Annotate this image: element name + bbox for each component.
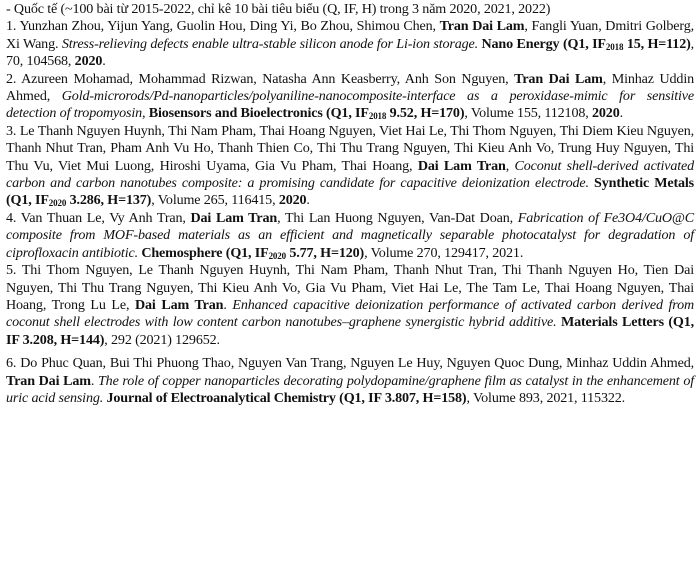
reference-item-3: 3. Le Thanh Nguyen Huynh, Thi Nam Pham, Thai Hoang Nguyen, Viet Hai Le, Thi Thom Nguyen, Thi Diem Kieu Nguyen, Thanh Nhut Tran, Pham Anh Vu Ho, Thanh Thien Co, Thi Thu Trang Nguyen, Thi Kieu Anh Vo, Trung Huy Nguyen, Thi Thu Vu, Viet Mui Luong, Hiroshi Uyama, Gia Vu Pham, Thai Hoang, Dai Lam Tran, Coconut shell-derived activated carbon and carbon nanotubes composite: a promising candidate for capacitive deionization electrode. Synthetic Metals (Q1, $IF_{2020}$ 3.286, H=137), Volume 265, 116415, 2020.: [6, 122, 695, 209]
ref-authors-rest: .: [223, 296, 233, 313]
ref-authors: Van Thuan Le, Vy Anh Tran,: [20, 209, 191, 226]
ref-tail: , Volume 155, 112108,: [464, 105, 592, 122]
ref-tail: , 70, 104568,: [6, 35, 695, 70]
ref-authors: Le Thanh Nguyen Huynh, Thi Nam Pham, Thai Hoang Nguyen, Viet Hai Le, Thi Thom Nguyen, Thi Diem Kieu Nguyen, Thanh Nhut Tran, Pham Anh Vu Ho, Thanh Thien Co, Thi Thu Trang Nguyen, Thi Kieu Anh Vo, Trung Huy Nguyen, Thi Thu Vu, Viet Mui Luong, Hiroshi Uyama, Gia Vu Pham, Thai Hoang,: [6, 122, 694, 174]
ref-title: Fabrication of Fe3O4/CuO@C composite from MOF-based materials as an efficient and magnetically separable photocatalyst for degradation of ciprofloxacin antibiotic.: [6, 209, 694, 261]
ref-author-highlight: Tran Dai Lam: [514, 70, 603, 87]
ref-number: 6.: [6, 355, 17, 372]
ref-title: The role of copper nanoparticles decorating polydopamine/graphene film as catalyst in the enhancement of uric acid sensing.: [6, 372, 694, 406]
ref-year: 2020: [592, 105, 620, 122]
reference-item-5: [6, 262, 694, 349]
ref-journal: Synthetic Metals (Q1, $IF_{2020}$ 3.286, H=137): [6, 175, 695, 209]
ref-authors-rest: ,: [505, 157, 515, 174]
ref-authors: Yunzhan Zhou, Yijun Yang, Guolin Hou, Ding Yi, Bo Zhou, Shimou Chen,: [19, 18, 440, 35]
ref-tail: , Volume 270, 129417, 2021.: [364, 244, 524, 261]
reference-item-2: 2. Azureen Mohamad, Mohammad Rizwan, Natasha Ann Keasberry, Anh Son Nguyen, Tran Dai Lam, Minhaz Uddin Ahmed, Gold-microrods/Pd-nanoparticles/polyaniline-nanocomposite-interface as a peroxidase-mimic for sensitive detection of tropomyosin, Biosensors and Bioelectronics (Q1, $IF_{2018}$ 9.52, H=170), Volume 155, 112108, 2020.: [6, 70, 694, 122]
ref-year: 2020: [278, 192, 307, 209]
reference-item-1: 1. Yunzhan Zhou, Yijun Yang, Guolin Hou, Ding Yi, Bo Zhou, Shimou Chen, Tran Dai Lam, Fangli Yuan, Dmitri Golberg, Xi Wang. Stress-relieving defects enable ultra-stable silicon anode for Li-ion storage. Nano Energy (Q1, $IF_{2018}$ 15, H=112), 70, 104568, 2020.: [6, 18, 695, 70]
ref-year: 2020: [74, 53, 103, 70]
ref-number: 4.: [6, 209, 17, 226]
ref-tail: , Volume 265, 116415,: [151, 192, 279, 209]
ref-authors-rest: , Thi Lan Huong Nguyen, Van-Dat Doan,: [277, 209, 518, 226]
ref-number: 3.: [6, 122, 17, 139]
ref-number: 5.: [6, 262, 17, 279]
ref-title: Stress-relieving defects enable ultra-stable silicon anode for Li-ion storage.: [61, 35, 478, 52]
ref-tail: , Volume 893, 2021, 115322.: [466, 389, 626, 406]
ref-author-highlight: Dai Lam Tran: [190, 209, 278, 226]
ref-title: Coconut shell-derived activated carbon and carbon nanotubes composite: a promising candidate for capacitive deionization electrode.: [6, 157, 694, 192]
ref-title: Enhanced capacitive deionization performance of activated carbon derived from coconut shell electrodes with low content carbon nanotubes–graphene synergistic hybrid additive.: [6, 296, 695, 331]
ref-tail: , 292 (2021) 129652.: [104, 331, 220, 348]
ref-authors: Thi Thom Nguyen, Le Thanh Nguyen Huynh, Thi Nam Pham, Thanh Nhut Tran, Thi Thanh Nguyen Ho, Tien Dai Nguyen, Thi Thu Trang Nguyen, Thi Kieu Anh Vo, Gia Vu Pham, Viet Hai Le, The Tam Le, Thai Hoang Nguyen, Thai Hoang, Trong Lu Le,: [6, 262, 694, 313]
ref-journal: Chemosphere (Q1, $IF_{2020}$ 5.77, H=120): [141, 244, 365, 261]
ref-authors: Azureen Mohamad, Mohammad Rizwan, Natasha Ann Keasberry, Anh Son Nguyen,: [21, 70, 515, 87]
ref-number: 2.: [6, 70, 17, 87]
ref-author-highlight: Tran Dai Lam: [439, 18, 525, 35]
ref-author-highlight: Tran Dai Lam: [6, 372, 91, 389]
ref-journal: Journal of Electroanalytical Chemistry (Q1, IF 3.807, H=158): [106, 389, 467, 406]
ref-authors: Do Phuc Quan, Bui Thi Phuong Thao, Nguyen Van Trang, Nguyen Le Huy, Nguyen Quoc Dung, Minhaz Uddin Ahmed,: [20, 355, 695, 372]
ref-number: 1.: [6, 18, 17, 35]
section-header: - Quốc tế (~100 bài từ 2015-2022, chỉ kê 10 bài tiêu biểu (Q, IF, H) trong 3 năm 2020, 2021, 2022): [6, 1, 551, 17]
ref-authors-rest: .: [90, 372, 98, 389]
reference-item-6: [6, 355, 694, 407]
ref-journal: Nano Energy (Q1, $IF_{2018}$ 15, H=112): [481, 35, 691, 52]
reference-item-4: [6, 210, 694, 262]
ref-author-highlight: Dai Lam Tran: [417, 157, 506, 174]
ref-authors-rest: , Minhaz Uddin Ahmed,: [6, 70, 694, 105]
ref-journal: Biosensors and Bioelectronics (Q1, $IF_{2018}$ 9.52, H=170): [148, 105, 465, 122]
ref-journal: Materials Letters (Q1, IF 3.208, H=144): [6, 314, 695, 348]
ref-title: Gold-microrods/Pd-nanoparticles/polyaniline-nanocomposite-interface as a peroxidase-mimic for sensitive detection of tropomyosin,: [6, 88, 694, 122]
ref-author-highlight: Dai Lam Tran: [135, 296, 224, 313]
ref-authors-rest: , Fangli Yuan, Dmitri Golberg, Xi Wang.: [6, 18, 694, 52]
